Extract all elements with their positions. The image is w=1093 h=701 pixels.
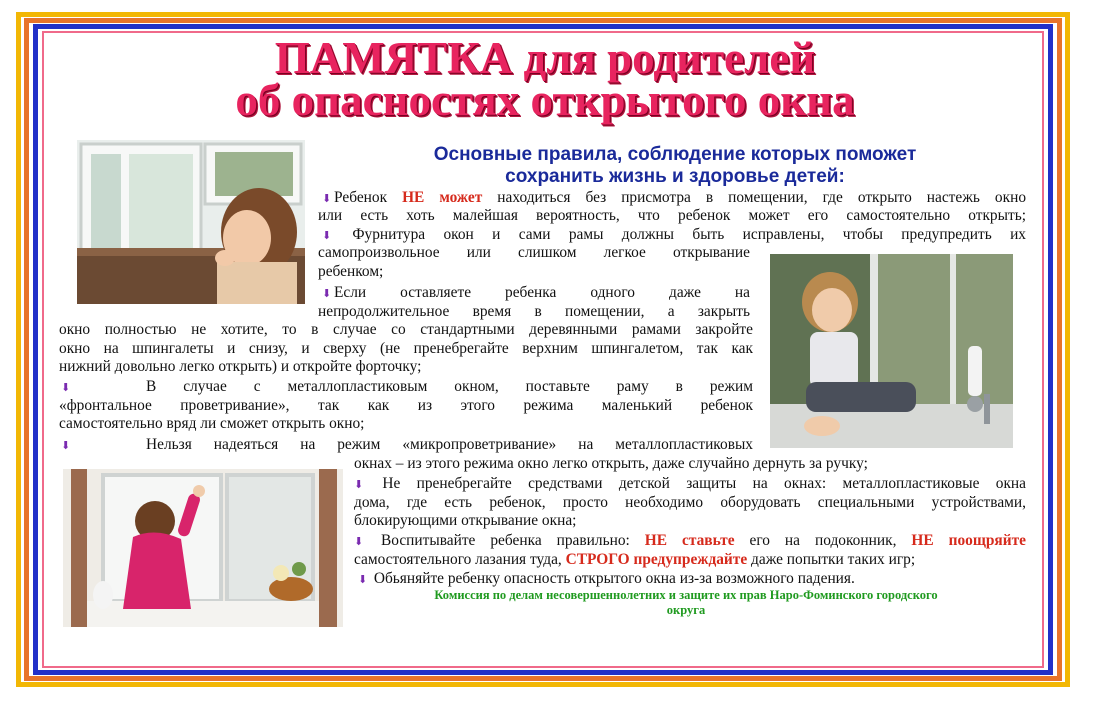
rule-5-line-2: окнах – из этого режима окно легко открыть, даже случайно дернуть за ручку; bbox=[354, 455, 868, 472]
child-window-illustration bbox=[77, 140, 305, 304]
emphasis-ne-pooshchryayte: НЕ поощряйте bbox=[911, 532, 1026, 549]
bullet-arrow-icon: ⬇ bbox=[61, 382, 71, 394]
rule-6-line-2: дома, где есть ребенок, просто необходимо оборудовать специальными устройствами, bbox=[354, 494, 1026, 511]
rule-3-line-4: окно на шпингалеты и снизу, и сверху (не пренебрегайте верхним шпингалетом, так как bbox=[59, 340, 753, 357]
rule-6-line-3: блокирующими открывание окна; bbox=[354, 512, 577, 529]
photo-girl-on-windowsill bbox=[770, 254, 1013, 448]
emphasis-ne-stavte: НЕ ставьте bbox=[644, 532, 735, 549]
footer-line-2: округа bbox=[666, 603, 706, 617]
rule-4-line-2: «фронтальное проветривание», так как из этого режима маленький ребенок bbox=[59, 397, 753, 414]
bullet-arrow-icon: ⬇ bbox=[322, 288, 332, 300]
page-title-line-1: ПАМЯТКА для родителей bbox=[274, 33, 816, 83]
rule-2-line-3: ребенком; bbox=[318, 263, 384, 280]
bullet-arrow-icon: ⬇ bbox=[322, 193, 332, 205]
bullet-arrow-icon: ⬇ bbox=[354, 536, 364, 548]
rule-6-line-1: ⬇ Не пренебрегайте средствами детской защиты на окнах: металлопластиковые окна bbox=[354, 475, 1026, 495]
rule-3-line-1: ⬇ Если оставляете ребенка одного даже на bbox=[322, 284, 750, 304]
section-heading-line-1: Основные правила, соблюдение которых поможет bbox=[433, 144, 917, 165]
rule-1-line-2: или есть хоть малейшая вероятность, что ребенок может его самостоятельно открыть; bbox=[318, 207, 1026, 224]
emphasis-strogo: СТРОГО предупреждайте bbox=[565, 551, 748, 568]
rule-3-line-3: окно полностью не хотите, то в случае со стандартными деревянными рамами закройте bbox=[59, 321, 753, 338]
photo-child-at-window bbox=[77, 140, 305, 304]
section-heading bbox=[330, 144, 1020, 188]
footer-commission bbox=[352, 588, 1020, 618]
bullet-arrow-icon: ⬇ bbox=[61, 440, 71, 452]
girl-windowsill-illustration bbox=[770, 254, 1013, 448]
girl-pink-illustration bbox=[63, 469, 343, 627]
rule-4-line-1: В случае с металлопластиковым окном, поставьте раму в режим bbox=[146, 378, 753, 395]
bullet-arrow-icon: ⬇ bbox=[354, 479, 364, 491]
rule-8: ⬇ Обьяняйте ребенку опасность открытого окна из-за возможного падения. bbox=[358, 570, 1026, 590]
rule-5-line-1: Нельзя надеяться на режим «микропроветривание» на металлопластиковых bbox=[146, 436, 753, 453]
section-heading-line-2: сохранить жизнь и здоровье детей: bbox=[505, 166, 845, 187]
footer-line-1: Комиссия по делам несовершеннолетних и защите их прав Наро-Фоминского городского bbox=[434, 588, 938, 602]
rule-1-line-1: ⬇ Ребенок НЕ может находиться без присмотра в помещении, где открыто настежь окно bbox=[322, 189, 1026, 209]
bullet-arrow-icon: ⬇ bbox=[322, 230, 332, 242]
rule-3-line-5: нижний довольно легко открыть) и откройте форточку; bbox=[59, 358, 422, 375]
emphasis-ne-mozhet: НЕ может bbox=[402, 189, 483, 206]
rule-2-line-1: ⬇ Фурнитура окон и сами рамы должны быть исправлены, чтобы предупредить их bbox=[322, 226, 1026, 246]
bullet-arrow-icon: ⬇ bbox=[358, 574, 368, 586]
rule-3-line-2: непродолжительное время в помещении, а закрыть bbox=[318, 303, 750, 320]
rule-7-line-1: ⬇ Воспитывайте ребенка правильно: НЕ ставьте его на подоконник, НЕ поощряйте bbox=[354, 532, 1026, 552]
page-title-line-2: об опасностях открытого окна bbox=[235, 75, 855, 125]
rule-2-line-2: самопроизвольное или слишком легкое открывание bbox=[318, 244, 750, 261]
photo-girl-in-pink bbox=[63, 469, 343, 627]
rule-7-line-2: самостоятельного лазания туда, СТРОГО предупреждайте даже попытки таких игр; bbox=[354, 551, 916, 568]
rule-4-line-3: самостоятельно вряд ли сможет открыть окно; bbox=[59, 415, 365, 432]
